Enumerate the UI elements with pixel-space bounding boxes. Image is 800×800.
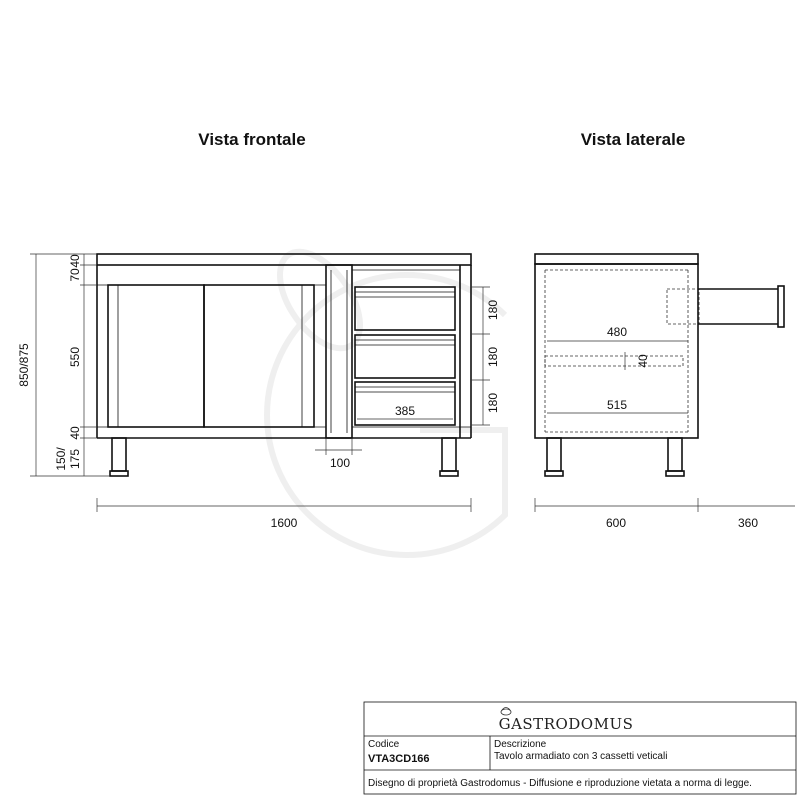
dim-drawer-180-a: 180: [486, 299, 500, 321]
dim-top-70: 70: [68, 268, 82, 282]
description-value: Tavolo armadiato con 3 cassetti veticali: [494, 751, 668, 762]
dim-legs-175: 175: [68, 448, 82, 470]
footer-notice: Disegno di proprietà Gastrodomus - Diffusione e riproduzione vietata a norma di legge.: [368, 778, 752, 789]
dim-side-depth: 600: [605, 516, 627, 530]
title-block: [364, 702, 796, 794]
drawer-1: [355, 287, 455, 330]
dim-side-40: 40: [636, 354, 650, 368]
dim-side-480: 480: [606, 325, 628, 339]
side-view-title: Vista laterale: [580, 130, 686, 149]
sliding-door-right: [204, 285, 314, 427]
dim-drawer-180-c: 180: [486, 392, 500, 414]
sliding-door-left: [108, 285, 204, 427]
extended-drawer-outline: [667, 289, 699, 324]
side-view: [535, 254, 784, 476]
code-value: VTA3CD166: [368, 753, 430, 765]
side-leg-left: [547, 438, 561, 471]
dim-drawer-385: 385: [394, 404, 416, 418]
dim-top-40: 40: [68, 254, 82, 268]
front-leg-right: [442, 438, 456, 471]
dim-total-height: 850/875: [17, 343, 31, 387]
dim-front-width: 1600: [270, 516, 298, 530]
side-worktop: [535, 254, 698, 264]
drawer-2: [355, 335, 455, 378]
dim-drawer-180-b: 180: [486, 346, 500, 368]
side-leg-right: [668, 438, 682, 471]
dim-drawer-extension: 360: [737, 516, 759, 530]
dim-side-515: 515: [606, 398, 628, 412]
brand-name: GASTRODOMUS: [498, 715, 634, 733]
description-label: Descrizione: [494, 739, 547, 750]
dim-bottom-40: 40: [68, 426, 82, 440]
code-label: Codice: [368, 739, 400, 750]
front-view-title: Vista frontale: [198, 130, 306, 149]
dim-body-550: 550: [68, 346, 82, 368]
dim-legs-150: 150/: [54, 447, 68, 471]
drawer-handle-front: [778, 286, 784, 327]
brand-logo-icon: [501, 708, 511, 716]
dim-gap-100: 100: [329, 456, 351, 470]
front-leg-left: [112, 438, 126, 471]
